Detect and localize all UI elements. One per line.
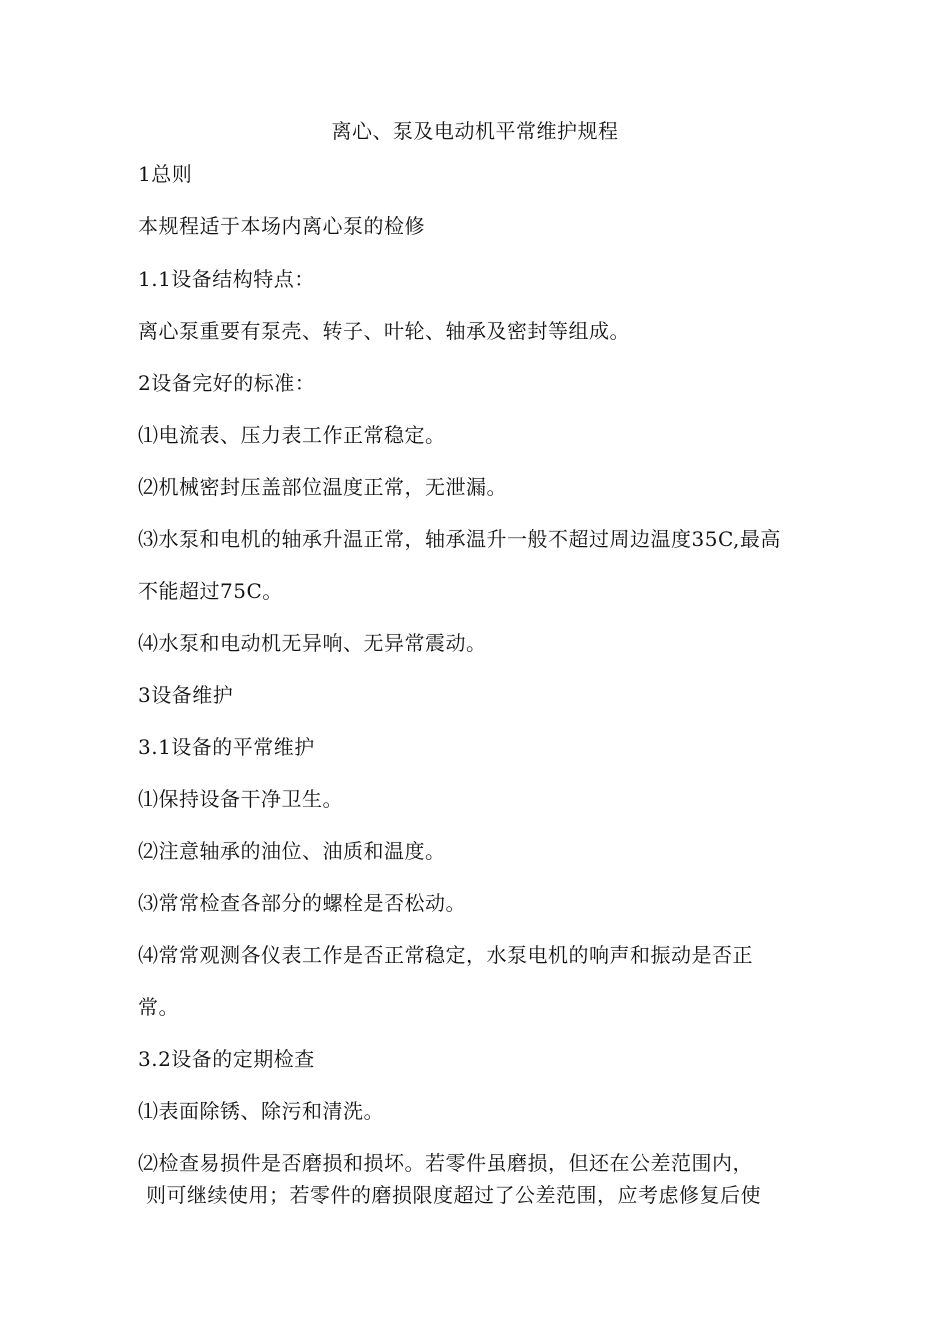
- subsection-heading: 3.2设备的定期检查: [138, 1047, 315, 1071]
- paragraph: 离心泵重要有泵壳、转子、叶轮、轴承及密封等组成。: [138, 319, 630, 343]
- list-item: ⑶水泵和电机的轴承升温正常，轴承温升一般不超过周边温度35C,最高: [138, 527, 781, 551]
- section-heading: 3设备维护: [138, 683, 234, 707]
- list-item: ⑴保持设备干净卫生。: [138, 787, 343, 811]
- list-item-continuation: 常。: [138, 995, 179, 1019]
- section-heading: 1总则: [138, 162, 193, 186]
- list-item: ⑷常常观测各仪表工作是否正常稳定，水泵电机的响声和振动是否正: [138, 943, 753, 967]
- section-heading: 2设备完好的标准：: [138, 371, 316, 395]
- subsection-heading: 3.1设备的平常维护: [138, 735, 315, 759]
- paragraph: 本规程适于本场内离心泵的检修: [138, 214, 425, 238]
- list-item: ⑵机械密封压盖部位温度正常，无泄漏。: [138, 475, 507, 499]
- list-item: ⑴电流表、压力表工作正常稳定。: [138, 423, 446, 447]
- list-item: ⑵检查易损件是否磨损和损坏。若零件虽磨损，但还在公差范围内，: [138, 1151, 753, 1175]
- list-item-continuation: 则可继续使用；若零件的磨损限度超过了公差范围，应考虑修复后使: [146, 1183, 761, 1207]
- list-item: ⑶常常检查各部分的螺栓是否松动。: [138, 891, 466, 915]
- list-item: ⑴表面除锈、除污和清洗。: [138, 1099, 384, 1123]
- list-item-continuation: 不能超过75C。: [138, 579, 283, 603]
- list-item: ⑷水泵和电动机无异响、无异常震动。: [138, 631, 487, 655]
- document-title: 离心、泵及电动机平常维护规程: [331, 119, 619, 143]
- subsection-heading: 1.1设备结构特点：: [138, 267, 315, 291]
- list-item: ⑵注意轴承的油位、油质和温度。: [138, 839, 446, 863]
